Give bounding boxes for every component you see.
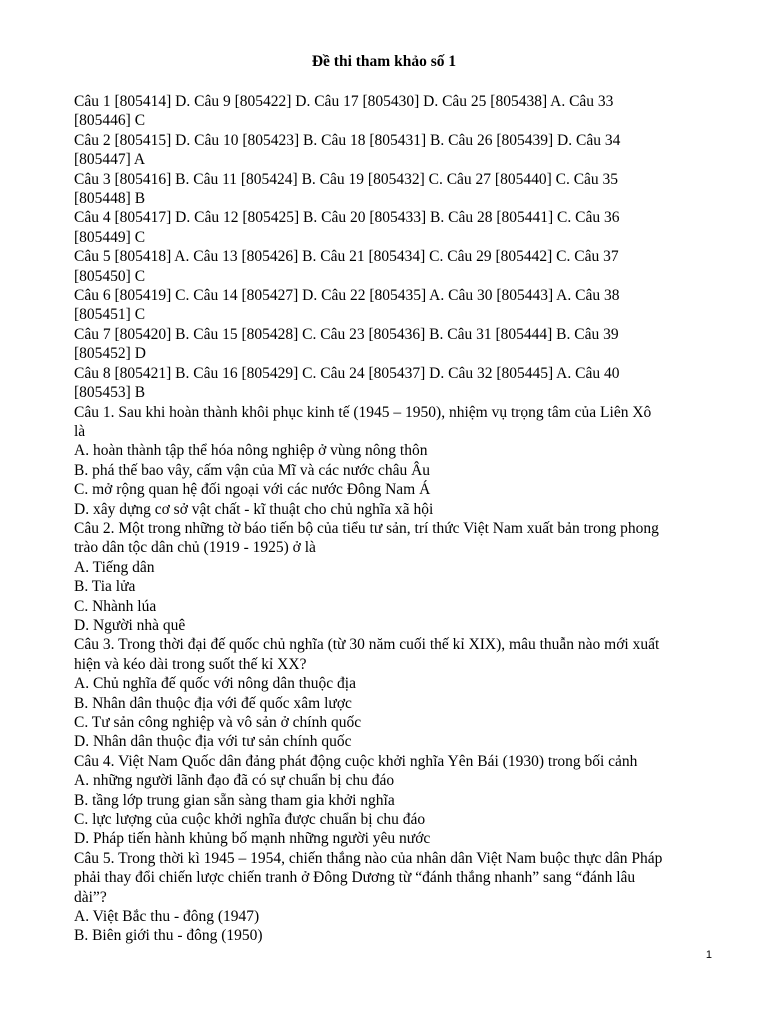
text-line: hiện và kéo dài trong suốt thế kỉ XX? — [74, 655, 307, 673]
text-line: C. Nhành lúa — [74, 597, 157, 615]
text-line: [805446] C — [74, 112, 146, 130]
text-line: A. hoàn thành tập thể hóa nông nghiệp ở vùng nông thôn — [74, 442, 428, 460]
text-line: [805449] C — [74, 228, 146, 246]
page-number: 1 — [705, 949, 712, 961]
text-line: Câu 8 [805421] B. Câu 16 [805429] C. Câu 24 [805437] D. Câu 32 [805445] A. Câu 40 — [74, 364, 620, 382]
text-line: Câu 6 [805419] C. Câu 14 [805427] D. Câu 22 [805435] A. Câu 30 [805443] A. Câu 38 — [74, 287, 620, 305]
text-line: [805453] B — [74, 384, 146, 402]
text-line: Câu 2 [805415] D. Câu 10 [805423] B. Câu 18 [805431] B. Câu 26 [805439] D. Câu 34 — [74, 131, 621, 149]
document-body — [74, 92, 714, 946]
text-line: D. Nhân dân thuộc địa với tư sản chính quốc — [74, 733, 352, 751]
text-line: B. phá thế bao vây, cấm vận của Mĩ và các nước châu Âu — [74, 461, 431, 479]
text-line: Câu 5 [805418] A. Câu 13 [805426] B. Câu 21 [805434] C. Câu 29 [805442] C. Câu 37 — [74, 248, 619, 266]
text-line: Câu 1. Sau khi hoàn thành khôi phục kinh tế (1945 – 1950), nhiệm vụ trọng tâm của Liên Xô — [74, 403, 652, 421]
text-line: [805450] C — [74, 267, 146, 285]
text-line: Câu 1 [805414] D. Câu 9 [805422] D. Câu 17 [805430] D. Câu 25 [805438] A. Câu 33 — [74, 93, 614, 110]
text-line: A. Việt Bắc thu - đông (1947) — [74, 908, 260, 926]
text-line: [805452] D — [74, 345, 146, 363]
text-line: B. Nhân dân thuộc địa với đế quốc xâm lược — [74, 694, 352, 712]
text-line: B. Tia lửa — [74, 578, 136, 596]
text-line: dài”? — [74, 888, 107, 906]
text-line: Câu 2. Một trong những tờ báo tiến bộ của tiểu tư sản, trí thức Việt Nam xuất bản trong phong — [74, 519, 659, 537]
text-line: trào dân tộc dân chủ (1919 - 1925) ở là — [74, 539, 316, 557]
text-line: Câu 4 [805417] D. Câu 12 [805425] B. Câu 20 [805433] B. Câu 28 [805441] C. Câu 36 — [74, 209, 620, 227]
text-line: là — [74, 422, 86, 440]
text-line: C. mở rộng quan hệ đối ngoại với các nước Đông Nam Á — [74, 481, 431, 499]
text-line: A. những người lãnh đạo đã có sự chuẩn bị chu đáo — [74, 772, 395, 790]
text-line: [805448] B — [74, 190, 146, 208]
text-line: B. Biên giới thu - đông (1950) — [74, 927, 263, 945]
text-line: Câu 5. Trong thời kì 1945 – 1954, chiến thắng nào của nhân dân Việt Nam buộc thực dân Pháp — [74, 849, 663, 867]
text-line: D. xây dựng cơ sở vật chất - kĩ thuật cho chủ nghĩa xã hội — [74, 500, 434, 518]
text-line: Câu 4. Việt Nam Quốc dân đảng phát động cuộc khởi nghĩa Yên Bái (1930) trong bối cảnh — [74, 752, 638, 770]
text-line: Câu 3 [805416] B. Câu 11 [805424] B. Câu 19 [805432] C. Câu 27 [805440] C. Câu 35 — [74, 170, 619, 188]
document-title: Đề thi tham khảo số 1 — [311, 53, 457, 70]
text-line: B. tầng lớp trung gian sẵn sàng tham gia khởi nghĩa — [74, 791, 395, 809]
text-line: A. Chủ nghĩa đế quốc với nông dân thuộc địa — [74, 675, 356, 693]
text-line: phải thay đổi chiến lược chiến tranh ở Đông Dương từ “đánh thắng nhanh” sang “đánh lâu — [74, 869, 636, 887]
text-line: D. Pháp tiến hành khủng bố mạnh những người yêu nước — [74, 830, 431, 848]
text-line: [805447] A — [74, 151, 146, 169]
text-line: Câu 3. Trong thời đại đế quốc chủ nghĩa (từ 30 năm cuối thế kỉ XIX), mâu thuẫn nào mới xuất — [74, 636, 660, 654]
text-line: [805451] C — [74, 306, 146, 324]
text-line: D. Người nhà quê — [74, 616, 186, 634]
text-line: Câu 7 [805420] B. Câu 15 [805428] C. Câu 23 [805436] B. Câu 31 [805444] B. Câu 39 — [74, 325, 619, 343]
text-line: C. lực lượng của cuộc khởi nghĩa được chuẩn bị chu đáo — [74, 811, 426, 829]
text-line: C. Tư sản công nghiệp và vô sản ở chính quốc — [74, 714, 362, 731]
text-line: A. Tiếng dân — [74, 558, 155, 576]
